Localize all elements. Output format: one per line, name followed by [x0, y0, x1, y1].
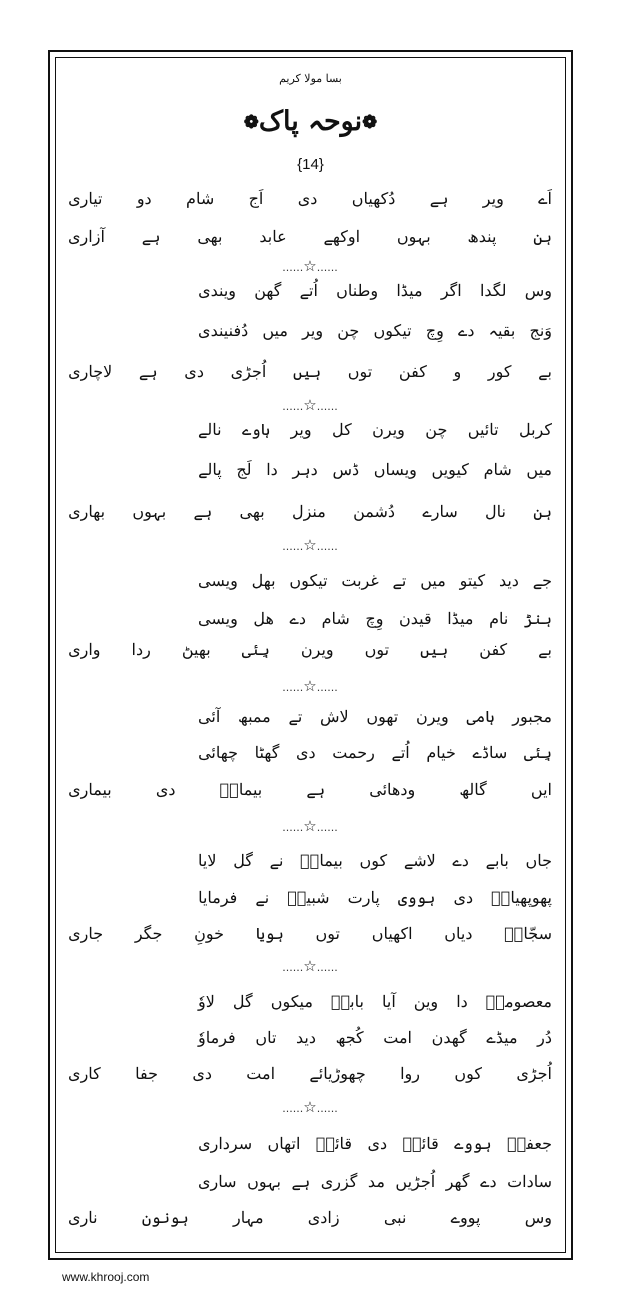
verse-word: جاں: [525, 850, 552, 870]
verse-word: نے: [269, 850, 284, 870]
verse-word: سادات: [507, 1171, 552, 1191]
verse-word: وِچ: [425, 320, 444, 340]
verse-word: ہے: [429, 188, 449, 208]
verse-line: [198, 883, 552, 911]
verse-word: زادی: [307, 1207, 340, 1227]
verse-word: گھٹا: [254, 742, 280, 762]
verse-word: دُفنیندی: [198, 320, 249, 340]
verse-word: کوں: [454, 1063, 482, 1083]
verse-word: اُتے: [299, 280, 318, 300]
star-icon: ☆: [303, 396, 317, 414]
verse-line: [198, 455, 552, 483]
stanza-separator: [265, 1098, 355, 1116]
verse-word: کربل: [518, 419, 552, 439]
verse-word: میڈا: [396, 280, 423, 300]
verse-line: [198, 738, 552, 766]
stanza-separator: [265, 257, 355, 275]
separator-dots: ......: [316, 681, 338, 694]
verse-word: وِچ: [365, 608, 384, 628]
verse-word: لَج: [236, 459, 252, 479]
verse-word: کل: [331, 419, 352, 439]
separator-dots: ......: [316, 961, 338, 974]
verse-line: [198, 604, 552, 632]
verse-word: چھائی: [198, 742, 238, 762]
verse-word: مد: [367, 1171, 385, 1191]
verse-word: وس: [524, 1207, 552, 1227]
verse-line: [198, 987, 552, 1015]
verse-word: تے: [288, 706, 303, 726]
verse-word: جعفرؑ: [507, 1133, 552, 1153]
separator-dots: ......: [316, 400, 338, 413]
star-icon: ☆: [303, 957, 317, 975]
verse-word: دہر: [292, 459, 318, 479]
verse-word: سجّادؑ: [504, 923, 552, 943]
verse-word: ہے: [306, 779, 326, 799]
verse-line: [68, 1203, 552, 1231]
verse-word: اَج: [248, 188, 264, 208]
verse-word: ڈس: [332, 459, 360, 479]
verse-word: جاری: [68, 923, 104, 943]
verse-word: ہنڑ: [523, 608, 552, 628]
verse-line: [198, 1129, 552, 1157]
verse-word: لگدا: [479, 280, 507, 300]
verse-word: ویساں: [373, 459, 417, 479]
verse-word: ردا: [131, 639, 151, 659]
verse-line: [198, 1167, 552, 1195]
verse-word: لاش: [320, 706, 349, 726]
verse-word: تیکوں: [373, 320, 412, 340]
verse-line: [198, 1023, 552, 1051]
verse-word: بہوں: [247, 1171, 281, 1191]
stanza-separator: [265, 677, 355, 695]
verse-word: اتھاں: [267, 1133, 301, 1153]
verse-word: کاری: [68, 1063, 101, 1083]
noha-number: {14}: [297, 156, 324, 173]
verse-word: بیماری: [68, 779, 112, 799]
verse-line: [198, 702, 552, 730]
verse-word: گھر: [445, 1171, 470, 1191]
verse-word: شبیرؑ: [287, 887, 330, 907]
verse-word: توں: [347, 361, 373, 381]
verse-word: ہونون: [141, 1207, 189, 1227]
verse-word: ویرن: [300, 639, 334, 659]
verse-word: کوں: [359, 850, 388, 870]
verse-word: مہار: [232, 1207, 264, 1227]
verse-word: ویرن: [372, 419, 405, 439]
verse-word: نے: [255, 887, 270, 907]
verse-word: لاوٗ: [198, 991, 215, 1011]
verse-word: تیاری: [68, 188, 103, 208]
verse-word: خیام: [426, 742, 456, 762]
stanza-separator: [265, 396, 355, 414]
verse-word: بقیہ: [488, 320, 516, 340]
verse-word: وین: [413, 991, 439, 1011]
verse-word: دی: [155, 779, 176, 799]
verse-line: [198, 316, 552, 344]
verse-word: کور: [487, 361, 512, 381]
website-footer: www.khrooj.com: [62, 1270, 150, 1284]
verse-word: ہاوے: [242, 419, 271, 439]
verse-word: دا: [456, 991, 468, 1011]
verse-word: واری: [68, 639, 101, 659]
verse-word: کیویں: [431, 459, 469, 479]
verse-word: ہِئی: [241, 639, 270, 659]
verse-word: دے: [457, 320, 475, 340]
verse-word: کفن: [398, 361, 427, 381]
verse-line: [198, 415, 552, 443]
verse-word: توں: [315, 923, 340, 943]
verse-word: پندھ: [467, 226, 497, 246]
verse-word: و: [453, 361, 462, 381]
separator-dots: ......: [282, 821, 304, 834]
verse-word: عابد: [259, 226, 287, 246]
separator-dots: ......: [316, 1102, 338, 1115]
verse-word: دید: [498, 570, 519, 590]
verse-word: بابے: [485, 850, 509, 870]
stanza-separator: [265, 536, 355, 554]
verse-word: میڈا: [447, 608, 474, 628]
verse-word: دید: [296, 1027, 316, 1047]
verse-word: بہوں: [132, 501, 167, 521]
verse-word: نال: [485, 501, 506, 521]
verse-word: دا: [266, 459, 278, 479]
verse-word: اُجڑی: [516, 1063, 552, 1083]
verse-word: گھدن: [431, 1027, 467, 1047]
verse-word: دُشمن: [353, 501, 396, 521]
star-icon: ☆: [303, 257, 317, 275]
verse-word: میڈے: [486, 1027, 518, 1047]
stanza-separator: [265, 817, 355, 835]
verse-word: دی: [453, 887, 474, 907]
separator-dots: ......: [316, 540, 338, 553]
verse-word: رحمت: [332, 742, 375, 762]
verse-word: ویسی: [198, 570, 238, 590]
verse-word: اکھیاں: [371, 923, 413, 943]
verse-line: [68, 635, 552, 663]
verse-word: دو: [136, 188, 152, 208]
verse-word: نالے: [198, 419, 222, 439]
verse-word: پھوپھیاںؑ: [491, 887, 552, 907]
verse-word: ساری: [198, 1171, 237, 1191]
ornament-left-icon: ❁: [243, 112, 259, 133]
verse-line: [68, 357, 552, 385]
verse-line: [68, 775, 552, 803]
verse-word: گالھ: [459, 779, 487, 799]
verse-line: [68, 497, 552, 525]
verse-word: لایا: [198, 850, 217, 870]
ornament-right-icon: ❁: [362, 112, 378, 133]
verse-word: بھل: [251, 570, 276, 590]
verse-word: ہے: [138, 361, 158, 381]
verse-word: پارت: [347, 887, 380, 907]
verse-word: ہووی: [397, 887, 436, 907]
verse-word: سارے: [422, 501, 458, 521]
verse-word: میں: [526, 459, 552, 479]
verse-word: ودھائی: [369, 779, 416, 799]
verse-word: ممبھ: [237, 706, 271, 726]
separator-dots: ......: [282, 540, 304, 553]
verse-word: پووے: [450, 1207, 481, 1227]
verse-word: ایں: [530, 779, 552, 799]
verse-word: ویسی: [198, 608, 238, 628]
verse-word: ہیں: [420, 639, 449, 659]
separator-dots: ......: [282, 681, 304, 694]
verse-word: ہے: [141, 226, 161, 246]
verse-word: بیمارؑ: [219, 779, 263, 799]
verse-word: گھن: [254, 280, 282, 300]
verse-word: ہن: [533, 501, 552, 521]
verse-word: قائمؑ: [402, 1133, 439, 1153]
verse-word: لاچاری: [68, 361, 113, 381]
verse-word: آزاری: [68, 226, 105, 246]
verse-word: ہووے: [454, 1133, 492, 1153]
verse-word: امت: [383, 1027, 412, 1047]
verse-word: اوکھے: [323, 226, 361, 246]
verse-word: باباؑ: [330, 991, 364, 1011]
verse-word: بے: [538, 639, 552, 659]
verse-word: کیتو: [459, 570, 486, 590]
verse-word: شام: [186, 188, 215, 208]
verse-word: ہے: [291, 1171, 311, 1191]
verse-word: جے: [532, 570, 552, 590]
verse-word: ویندی: [198, 280, 237, 300]
verse-word: ویر: [482, 188, 504, 208]
verse-word: اُتے: [391, 742, 410, 762]
verse-line: [68, 222, 552, 250]
verse-word: تیکوں: [289, 570, 328, 590]
verse-word: گل: [233, 850, 253, 870]
star-icon: ☆: [303, 1098, 317, 1116]
verse-word: دی: [295, 742, 316, 762]
verse-word: کُجھ: [335, 1027, 364, 1047]
page-title: [55, 106, 566, 137]
star-icon: ☆: [303, 677, 317, 695]
verse-line: [198, 276, 552, 304]
verse-word: لاشے: [403, 850, 436, 870]
verse-word: دُکھیاں: [351, 188, 396, 208]
verse-word: تھوں: [366, 706, 399, 726]
verse-word: اَے: [538, 188, 552, 208]
verse-word: بھی: [239, 501, 265, 521]
verse-word: آیا: [381, 991, 396, 1011]
verse-word: تائیں: [467, 419, 499, 439]
verse-word: آئی: [198, 706, 221, 726]
verse-word: قیدن: [399, 608, 432, 628]
verse-word: میکوں: [270, 991, 313, 1011]
verse-word: سرداری: [198, 1133, 253, 1153]
verse-line: [68, 184, 552, 212]
verse-word: چھوڑیائے: [309, 1063, 366, 1083]
verse-word: فرمایا: [198, 887, 238, 907]
verse-word: ہن: [533, 226, 552, 246]
verse-word: ہیں: [292, 361, 322, 381]
verse-word: معصومہؑ: [485, 991, 552, 1011]
verse-word: وَنج: [529, 320, 552, 340]
verse-word: ہامی: [466, 706, 495, 726]
verse-word: نام: [489, 608, 509, 628]
verse-word: دی: [184, 361, 204, 381]
verse-word: ویر: [302, 320, 324, 340]
verse-word: وطناں: [336, 280, 379, 300]
verse-word: تاں: [255, 1027, 277, 1047]
verse-word: میں: [420, 570, 446, 590]
verse-word: وس: [524, 280, 552, 300]
verse-word: دی: [367, 1133, 388, 1153]
verse-word: بھاری: [68, 501, 106, 521]
verse-word: غربت: [341, 570, 379, 590]
verse-word: نبی: [383, 1207, 407, 1227]
separator-dots: ......: [316, 821, 338, 834]
verse-word: دیاں: [444, 923, 473, 943]
verse-word: جفا: [135, 1063, 158, 1083]
verse-word: دی: [297, 188, 318, 208]
verse-word: خونِ: [194, 923, 224, 943]
verse-word: ویر: [290, 419, 312, 439]
verse-word: گل: [232, 991, 253, 1011]
verse-word: بھی: [197, 226, 223, 246]
verse-word: چن: [425, 419, 448, 439]
verse-word: دی: [192, 1063, 212, 1083]
verse-word: اُجڑیں: [395, 1171, 436, 1191]
star-icon: ☆: [303, 536, 317, 554]
separator-dots: ......: [316, 261, 338, 274]
verse-line: [198, 846, 552, 874]
verse-word: دے: [452, 850, 469, 870]
verse-word: ہِئی: [523, 742, 552, 762]
verse-word: ساڈے: [472, 742, 508, 762]
verse-word: چن: [337, 320, 360, 340]
separator-dots: ......: [282, 400, 304, 413]
verse-line: [68, 919, 552, 947]
verse-word: شام: [321, 608, 350, 628]
separator-dots: ......: [282, 1102, 304, 1115]
verse-word: اگر: [440, 280, 462, 300]
verse-word: بے: [538, 361, 552, 381]
verse-word: منزل: [291, 501, 326, 521]
verse-word: بیمارؑ: [300, 850, 343, 870]
separator-dots: ......: [282, 961, 304, 974]
verse-word: بہوں: [396, 226, 431, 246]
verse-word: بھیڻ: [181, 639, 211, 659]
stanza-separator: [265, 957, 355, 975]
verse-word: ویرن: [415, 706, 449, 726]
verse-word: پالے: [198, 459, 222, 479]
verse-word: شام: [483, 459, 512, 479]
verse-word: اُجڑی: [230, 361, 267, 381]
verse-word: ہے: [193, 501, 213, 521]
verse-word: فرماوٗ: [198, 1027, 236, 1047]
verse-word: ہویا: [255, 923, 284, 943]
verse-word: مجبور: [512, 706, 552, 726]
star-icon: ☆: [303, 817, 317, 835]
verse-word: دُر: [537, 1027, 552, 1047]
verse-word: کفن: [479, 639, 508, 659]
verse-word: توں: [364, 639, 390, 659]
verse-word: دے: [480, 1171, 497, 1191]
verse-word: ھل: [253, 608, 274, 628]
title-text: نوحہ پاک: [258, 106, 363, 137]
verse-word: امت: [246, 1063, 276, 1083]
verse-word: جگر: [134, 923, 163, 943]
separator-dots: ......: [282, 261, 304, 274]
verse-word: قائمؑ: [315, 1133, 353, 1153]
verse-line: [198, 566, 552, 594]
verse-word: تے: [392, 570, 407, 590]
verse-word: میں: [262, 320, 288, 340]
verse-word: ناری: [68, 1207, 98, 1227]
verse-word: دے: [289, 608, 307, 628]
verse-line: [68, 1059, 552, 1087]
invocation-text: بسا مولا کریم: [279, 72, 342, 85]
verse-word: گزری: [320, 1171, 358, 1191]
verse-word: روا: [400, 1063, 421, 1083]
